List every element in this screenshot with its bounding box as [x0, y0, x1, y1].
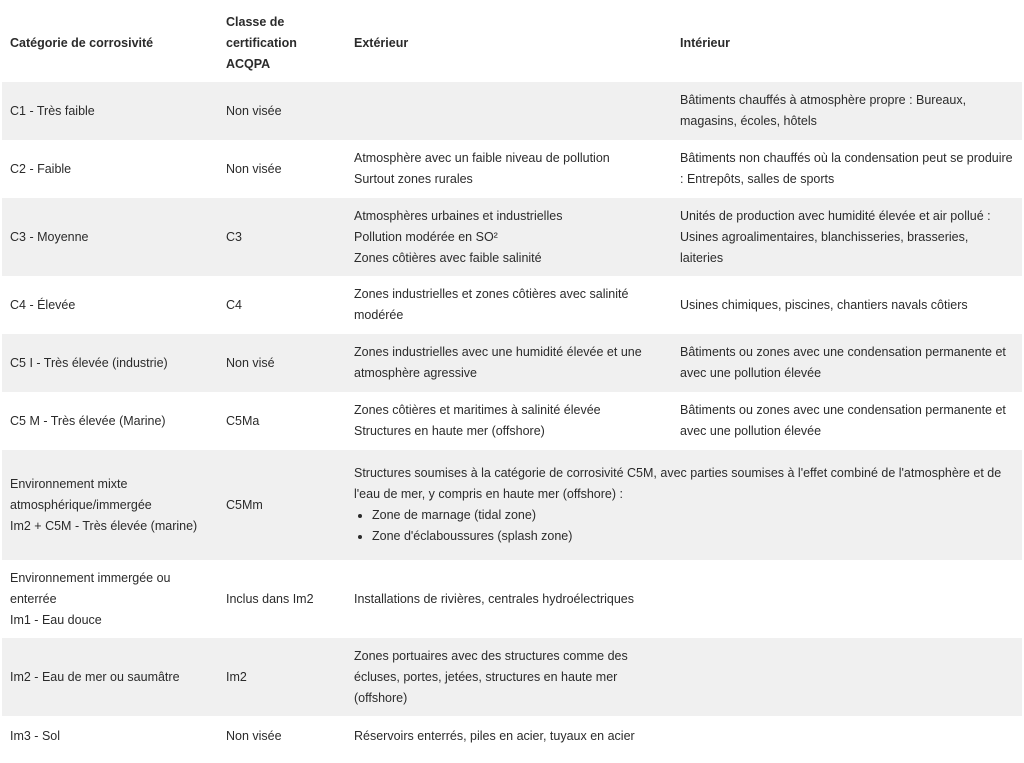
cell-exterior: [346, 334, 672, 392]
table-row: [2, 392, 1022, 450]
cell-line: avec une pollution élevée: [680, 366, 822, 380]
cell-category: [2, 716, 218, 756]
cell-line: atmosphère agressive: [354, 366, 477, 380]
cell-line: C3 - Moyenne: [10, 229, 89, 244]
cell-line: Zones industrielles et zones côtières avec salinité: [354, 287, 629, 301]
cell-certification: Inclus dans Im2: [226, 591, 314, 606]
table-row: [2, 198, 1022, 276]
cell-line: enterrée: [10, 591, 57, 606]
cell-category: [2, 82, 218, 140]
cell-line: (offshore): [354, 690, 408, 705]
cell-category: [2, 450, 218, 560]
cell-line: écluses, portes, jetées, structures en haute mer: [354, 669, 618, 684]
cell-exterior: [346, 140, 672, 198]
cell-category: [2, 276, 218, 334]
cell-interior: [672, 198, 1022, 276]
cell-certification: C4: [226, 297, 242, 312]
table-row: [2, 82, 1022, 140]
cell-line: Zones portuaires avec des structures comme des: [354, 648, 628, 663]
cell-line: Pollution modérée en SO²: [354, 229, 498, 244]
cell-line: Im2 + C5M - Très élevée (marine): [10, 518, 198, 533]
cell-line: magasins, écoles, hôtels: [680, 114, 817, 128]
cell-certification: C5Ma: [226, 413, 260, 428]
header-interior: Intérieur: [680, 35, 731, 50]
cell-line: Im3 - Sol: [10, 728, 61, 743]
cell-category: [2, 334, 218, 392]
header-exterior: Extérieur: [354, 35, 409, 50]
cell-exterior: [346, 560, 672, 638]
cell-interior: [672, 638, 1022, 716]
cell-line: C4 - Élevée: [10, 297, 76, 312]
cell-exterior: [346, 82, 672, 140]
corrosivity-table-container: [2, 4, 1022, 756]
cell-interior: [672, 392, 1022, 450]
cell-category: [2, 638, 218, 716]
cell-line: Usines agroalimentaires, blanchisseries, brasseries, laiteries: [680, 229, 969, 265]
table-row: [2, 560, 1022, 638]
header-certification: [218, 4, 346, 82]
bullet-item: • Zone de marnage (tidal zone): [372, 505, 1014, 526]
cell-line: C5 M - Très élevée (Marine): [10, 413, 166, 428]
corrosivity-table: [2, 4, 1022, 756]
cell-line: Environnement mixte: [10, 476, 128, 491]
cell-line: atmosphérique/immergée: [10, 497, 152, 512]
cell-line: Environnement immergée ou: [10, 570, 171, 585]
cell-line: Bâtiments non chauffés où la condensation peut se produire: [680, 151, 1013, 165]
cell-line: C1 - Très faible: [10, 103, 95, 118]
cell-line: Surtout zones rurales: [354, 172, 473, 186]
cell-line: Zones côtières et maritimes à salinité élevée: [354, 403, 601, 417]
cell-line: Zones industrielles avec une humidité élevée et une: [354, 345, 642, 359]
cell-line: avec une pollution élevée: [680, 424, 822, 438]
cell-line: Im2 - Eau de mer ou saumâtre: [10, 669, 180, 684]
table-row: [2, 334, 1022, 392]
cell-certification: Non visée: [226, 161, 282, 176]
cell-line: C2 - Faible: [10, 161, 72, 176]
cell-interior: [672, 334, 1022, 392]
cell-line: Unités de production avec humidité élevée et air pollué :: [680, 208, 991, 223]
cell-line: Installations de rivières, centrales hydroélectriques: [354, 591, 634, 606]
table-row: [2, 716, 1022, 756]
cell-certification: Im2: [218, 638, 346, 716]
cell-line: modérée: [354, 308, 404, 322]
cell-line: Structures en haute mer (offshore): [354, 424, 545, 438]
cell-line: Bâtiments ou zones avec une condensation permanente et: [680, 403, 1006, 417]
cell-category: [2, 140, 218, 198]
cell-certification: Non visée: [226, 728, 282, 743]
header-certification-line: certification: [226, 35, 297, 50]
cell-category: [2, 198, 218, 276]
cell-certification: Non visé: [218, 334, 346, 392]
cell-line: Atmosphères urbaines et industrielles: [354, 208, 563, 223]
cell-certification: Non visée: [218, 82, 346, 140]
table-row: [2, 140, 1022, 198]
cell-line: Structures soumises à la catégorie de corrosivité C5M, avec parties soumises à l'effet combiné de l'atmosphère et de: [354, 466, 1002, 480]
cell-interior: [672, 276, 1022, 334]
table-row: [2, 276, 1022, 334]
table-row: [2, 638, 1022, 716]
header-certification-line: Classe de: [226, 14, 285, 29]
bullet-list: [354, 505, 1014, 547]
cell-line: : Entrepôts, salles de sports: [680, 172, 835, 186]
bullet-item: • Zone d'éclaboussures (splash zone): [372, 526, 1014, 547]
cell-line: Zones côtières avec faible salinité: [354, 250, 542, 265]
cell-line: Atmosphère avec un faible niveau de pollution: [354, 151, 610, 165]
cell-line: l'eau de mer, y compris en haute mer (offshore) :: [354, 487, 623, 501]
cell-interior: [672, 716, 1022, 756]
cell-line: Bâtiments ou zones avec une condensation permanente et: [680, 345, 1006, 359]
cell-interior: [672, 560, 1022, 638]
cell-line: Usines chimiques, piscines, chantiers navals côtiers: [680, 297, 968, 312]
cell-exterior: [346, 276, 672, 334]
cell-line: C5 I - Très élevée (industrie): [10, 355, 168, 370]
header-category: Catégorie de corrosivité: [10, 35, 154, 50]
table-body: [2, 82, 1022, 756]
cell-line: Réservoirs enterrés, piles en acier, tuyaux en acier: [354, 728, 635, 743]
table-row: [2, 450, 1022, 560]
cell-exterior-interior-merged: [346, 450, 1022, 560]
cell-exterior: [346, 638, 672, 716]
cell-line: Im1 - Eau douce: [10, 612, 102, 627]
cell-exterior: [346, 716, 672, 756]
table-header-row: [2, 4, 1022, 82]
cell-interior: [672, 82, 1022, 140]
cell-exterior: [346, 392, 672, 450]
cell-line: Bâtiments chauffés à atmosphère propre : Bureaux,: [680, 93, 967, 107]
cell-category: [2, 392, 218, 450]
cell-certification: C5Mm: [218, 450, 346, 560]
cell-certification: C3: [218, 198, 346, 276]
cell-exterior: [346, 198, 672, 276]
cell-category: [2, 560, 218, 638]
header-certification-line: ACQPA: [226, 56, 271, 71]
cell-interior: [672, 140, 1022, 198]
